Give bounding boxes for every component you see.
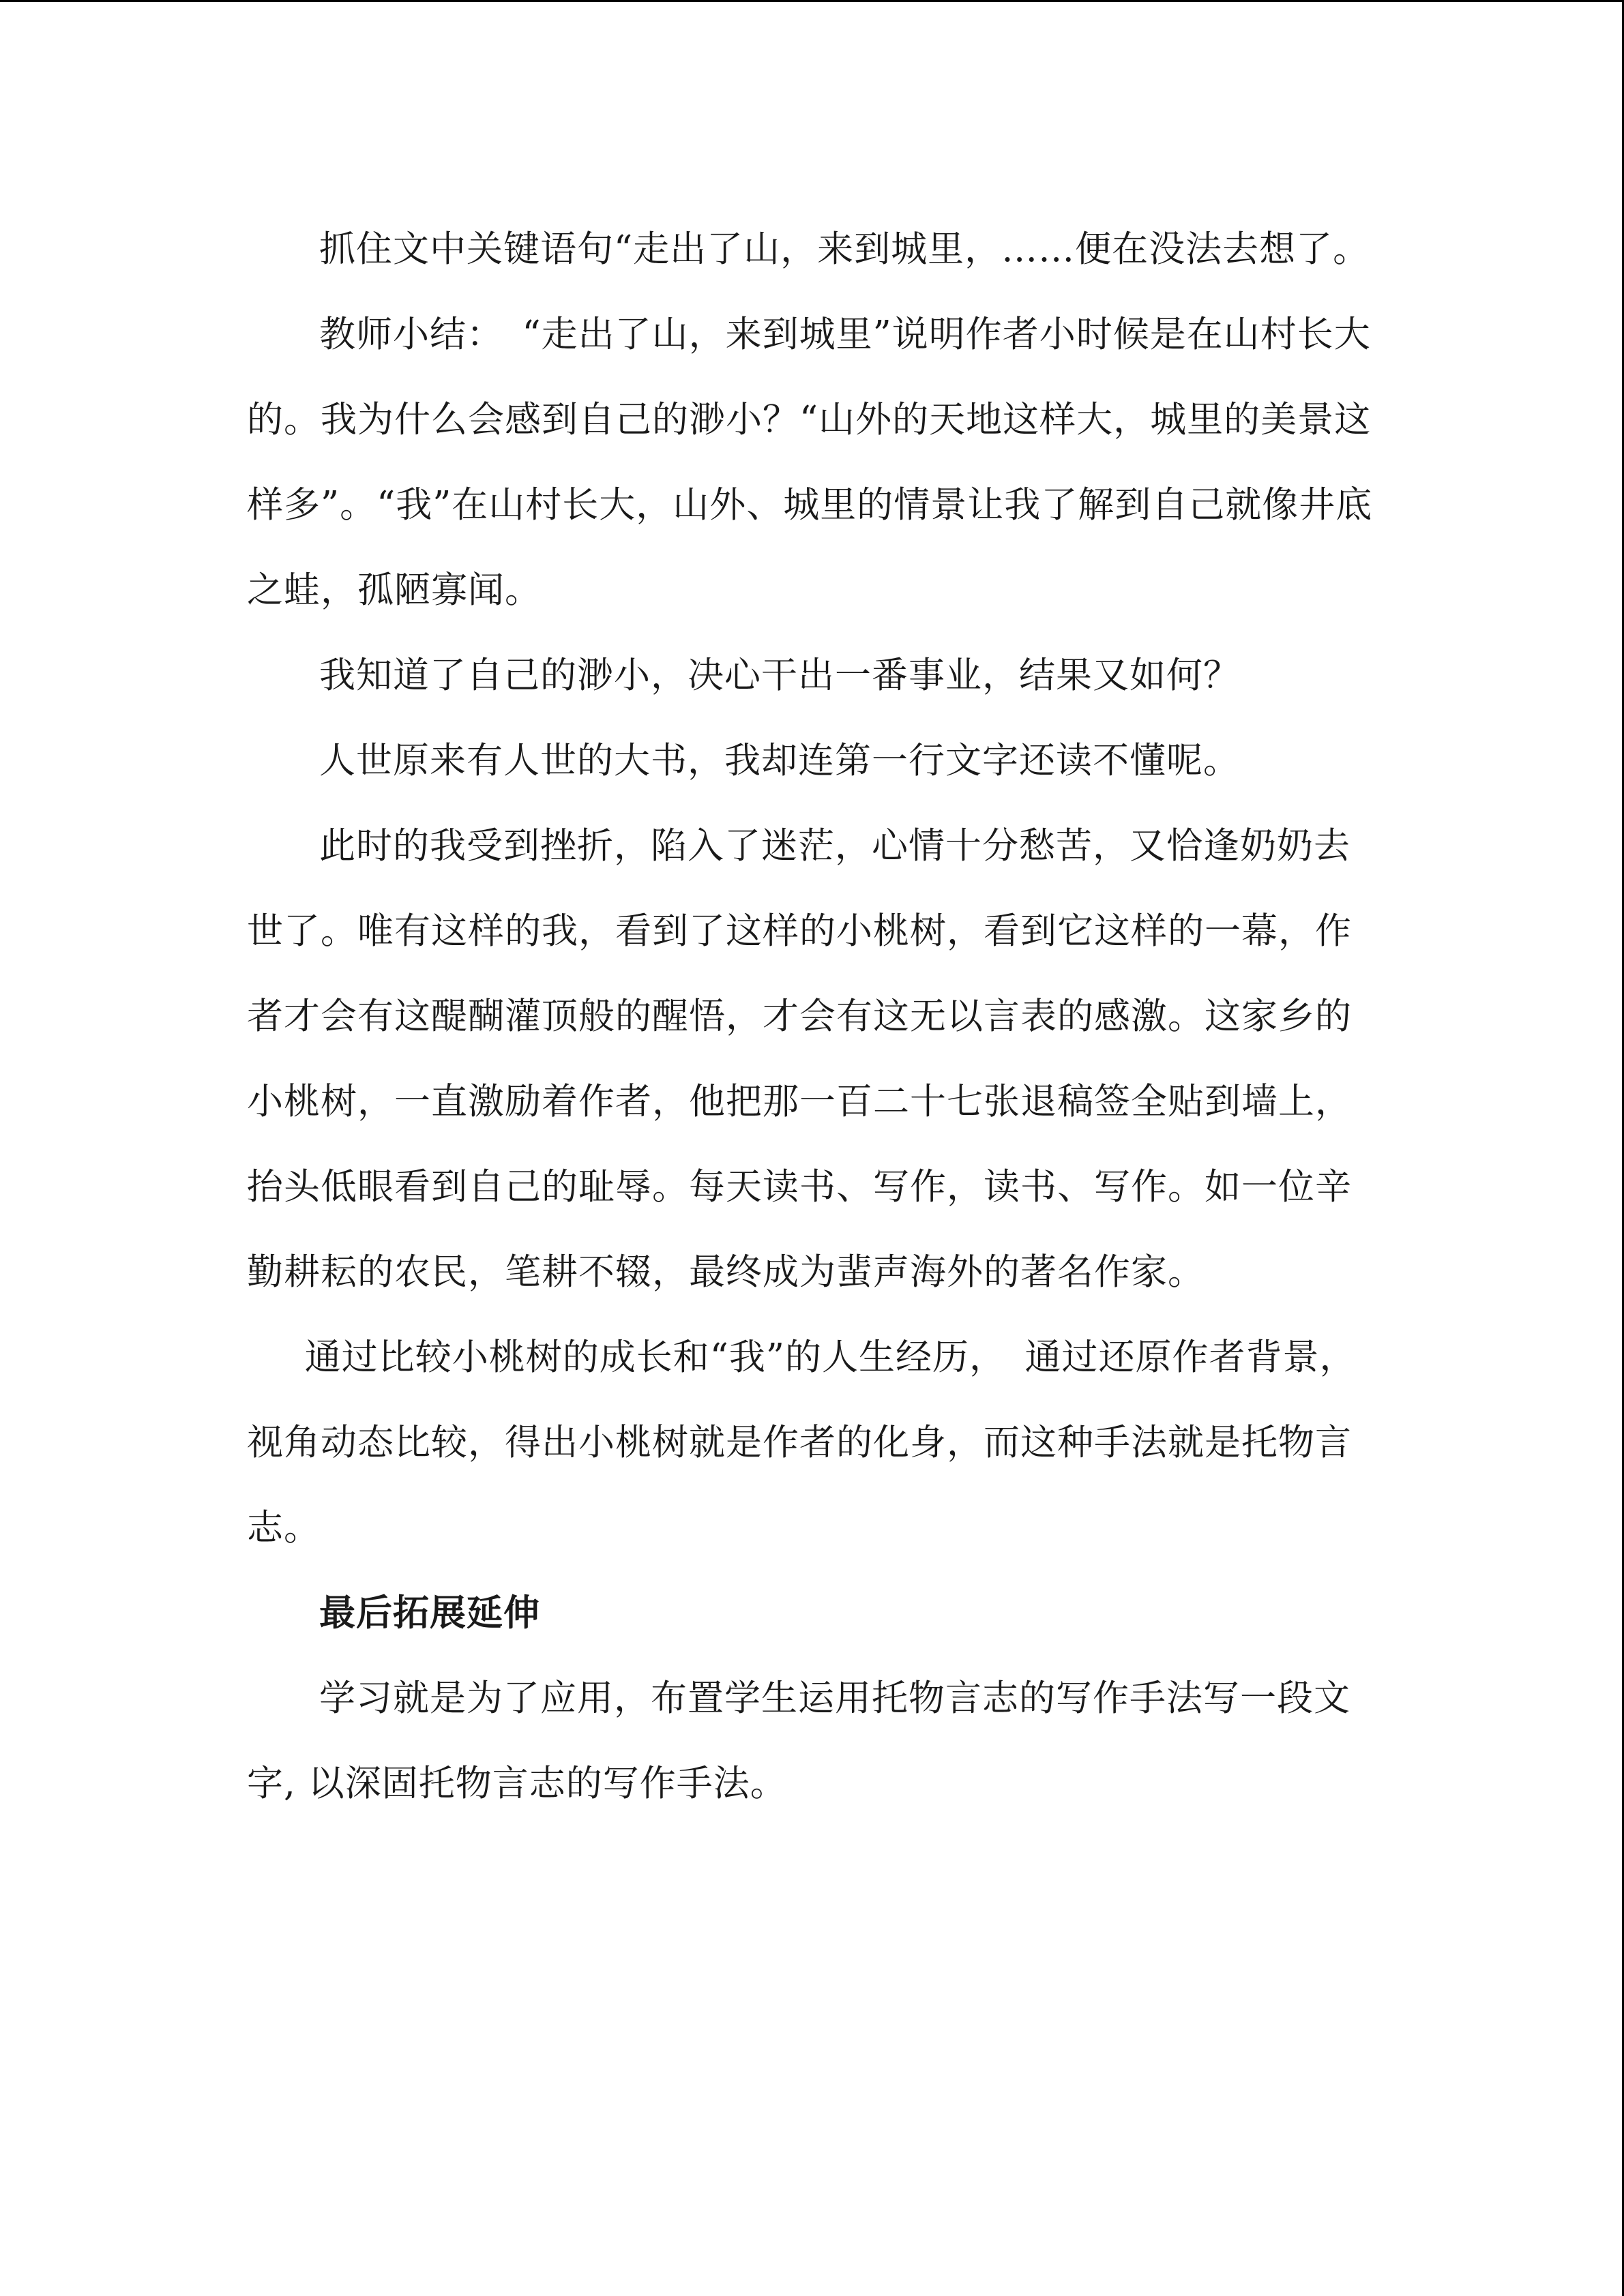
paragraph-quote: 人世原来有人世的大书，我却连第一行文字还读不懂呢。 xyxy=(319,740,1240,781)
paragraph-teacher-summary: 教师小结： “走出了山，来到城里”说明作者小时候是在山村长大的。我为什么会感到自己的渺小？“山外的天地这样大，城里的美景这样多”。“我”在山村长大，山外、城里的情景让我了解到自己就像井底之蛙，孤陋寡闻。 xyxy=(247,314,1373,611)
section-heading-extension: 最后拓展延伸 xyxy=(319,1592,540,1634)
document-body xyxy=(247,207,1385,1826)
paragraph-comparison: 通过比较小桃树的成长和“我”的人生经历， 通过还原作者背景，视角动态比较，得出小桃树就是作者的化身，而这种手法就是托物言志。 xyxy=(247,1337,1357,1549)
paragraph-key-sentence: 抓住文中关键语句“走出了山，来到城里，……便在没法去想了。 xyxy=(319,228,1370,270)
paragraph-application: 学习就是为了应用，布置学生运用托物言志的写作手法写一段文字, 以深固托物言志的写作手法。 xyxy=(247,1678,1350,1804)
paragraph-question: 我知道了自己的渺小，决心干出一番事业，结果又如何？ xyxy=(319,655,1240,696)
paragraph-analysis: 此时的我受到挫折，陷入了迷茫，心情十分愁苦，又恰逢奶奶去世了。唯有这样的我，看到了这样的小桃树，看到它这样的一幕，作者才会有这醍醐灌顶般的醒悟，才会有这无以言表的感激。这家乡的小桃树，一直激励着作者，他把那一百二十七张退稿签全贴到墙上，抬头低眼看到自己的耻辱。每天读书、写作，读书、写作。如一位辛勤耕耘的农民，笔耕不辍，最终成为蜚声海外的著名作家。 xyxy=(247,825,1352,1293)
